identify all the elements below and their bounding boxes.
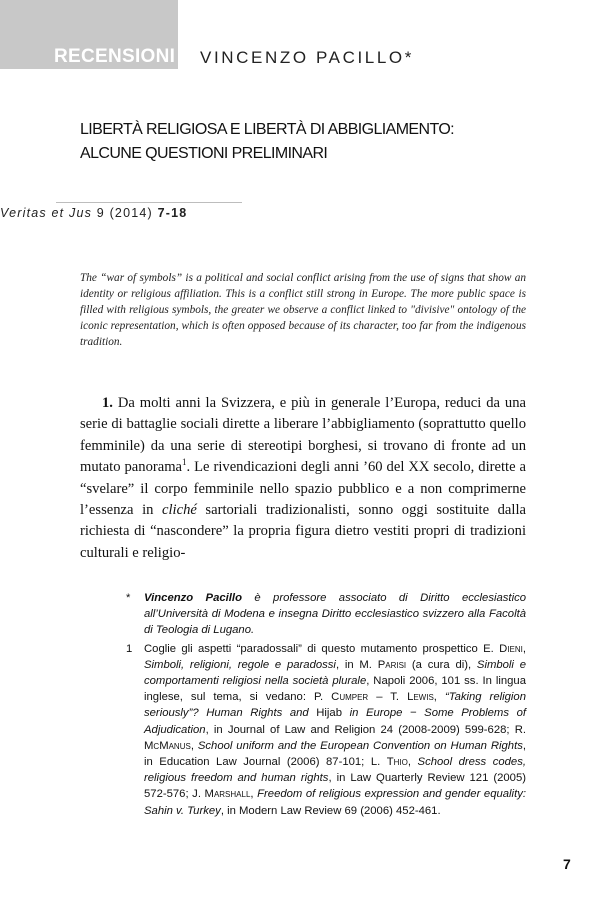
footnote-1: [124, 641, 526, 819]
footnote-marker-1: 1: [126, 642, 133, 655]
fn1-author: McManus: [144, 739, 191, 752]
fn1-text: – T.: [368, 691, 408, 704]
body-text-part-1: Da molti anni la Svizzera, e più in generale l’Europa, reduci da una serie di battaglie sociali dirette a liberare l’abbigliamento (soprattutto quello femminile) da una serie di stereotipi borghesi, si trovano di fronte ad un mutato panorama: [80, 395, 526, 476]
fn1-text: ,: [433, 691, 445, 704]
fn1-text: ,: [190, 739, 198, 752]
body-italic-cliche: cliché: [162, 502, 197, 519]
fn1-author: Parisi: [377, 658, 407, 671]
title-divider: [56, 202, 242, 203]
fn1-author: Dieni: [499, 642, 523, 655]
body-paragraph-1: [80, 393, 526, 564]
fn1-text: ,: [522, 642, 526, 655]
footnote-marker-star: *: [126, 592, 131, 604]
footnote-author: [124, 590, 526, 639]
footnotes: [124, 590, 526, 821]
fn1-work-title: School dress codes, religious freedom and human rights: [144, 756, 526, 785]
running-head-author: VINCENZO PACILLO*: [200, 48, 414, 67]
fn1-text: (a cura di),: [406, 658, 477, 671]
journal-pages: 7-18: [157, 206, 188, 220]
fn1-text: ,: [250, 788, 258, 801]
fn1-work-title: in Europe − Some Problems of Adjudication: [144, 707, 526, 736]
article-title-line-2: ALCUNE QUESTIONI PRELIMINARI: [80, 145, 328, 162]
journal-volume: 9 (2014): [96, 206, 153, 220]
footnote-author-text: è professore associato di Diritto ecclesiastico all’Università di Modena e insegna Diritto ecclesiastico svizzero alla Facoltà di Teologia di Lugano.: [144, 592, 527, 637]
article-title-line-1: LIBERTÀ RELIGIOSA E LIBERTÀ DI ABBIGLIAMENTO:: [80, 121, 455, 138]
article-title: [80, 118, 454, 166]
fn1-text: ,: [407, 756, 418, 769]
fn1-work-title: Simboli, religioni, regole e paradossi: [144, 658, 336, 671]
paragraph-number: 1.: [102, 395, 113, 411]
page-number: 7: [563, 856, 571, 872]
journal-name: Veritas et Jus: [0, 206, 93, 220]
fn1-text: , Napoli 2006, 101 ss. In lingua inglese, sul tema, si vedano: P.: [144, 675, 526, 704]
body-text-part-3: sartoriali tradizionalisti, sonno oggi sostituite dalla richiesta di “nascondere” la propria figura dietro vestiti propri di tradizioni culturali e religio-: [80, 502, 526, 561]
fn1-text: , in Journal of Law and Religion 24 (2008-2009) 599-628; R.: [205, 723, 526, 736]
fn1-text: , in Modern Law Review 69 (2006) 452-461.: [220, 804, 441, 817]
fn1-text: , in Law Quarterly Review 121 (2005) 572-576; J.: [144, 772, 526, 801]
fn1-work-title: “Taking religion seriously”? Human Rights and: [144, 691, 526, 720]
fn1-work-title: Simboli e comportamenti religiosi nella società plurale: [144, 658, 526, 688]
fn1-author: Cumper: [331, 691, 369, 704]
body-text-part-2: . Le rivendicazioni degli anni ’60 del XX secolo, dirette a “svelare” il corpo femminile nello spazio pubblico e a non comprimerne l’essenza in: [80, 459, 526, 519]
fn1-author: Thio: [386, 756, 408, 769]
abstract: The “war of symbols” is a political and social conflict arising from the use of signs that show an identity or religious affiliation. This is a conflict still strong in Europe. The more public space is filled with religious symbols, the greater we observe a conflict linked to "divisive" ontology of the iconic representation, which is often opposed because of its character, too far from the indigenous tradition.: [80, 272, 526, 348]
fn1-work-title: Freedom of religious expression and gender equality: Sahin v. Turkey: [144, 788, 526, 817]
fn1-author: Marshall: [204, 788, 251, 801]
fn1-author: Lewis: [407, 691, 434, 704]
section-label: RECENSIONI: [54, 46, 176, 67]
fn1-work-title: School uniform and the European Convention on Human Rights: [197, 739, 523, 752]
footnote-author-name: Vincenzo Pacillo: [144, 592, 242, 604]
footnote-reference-1: 1: [182, 457, 187, 468]
fn1-text: , in M.: [335, 658, 378, 671]
journal-citation: [0, 206, 187, 220]
fn1-text: , in Education Law Journal (2006) 87-101; L.: [144, 739, 526, 769]
fn1-text: Hijab: [308, 707, 350, 720]
fn1-text: Coglie gli aspetti “paradossali” di questo mutamento prospettico E.: [144, 642, 500, 655]
